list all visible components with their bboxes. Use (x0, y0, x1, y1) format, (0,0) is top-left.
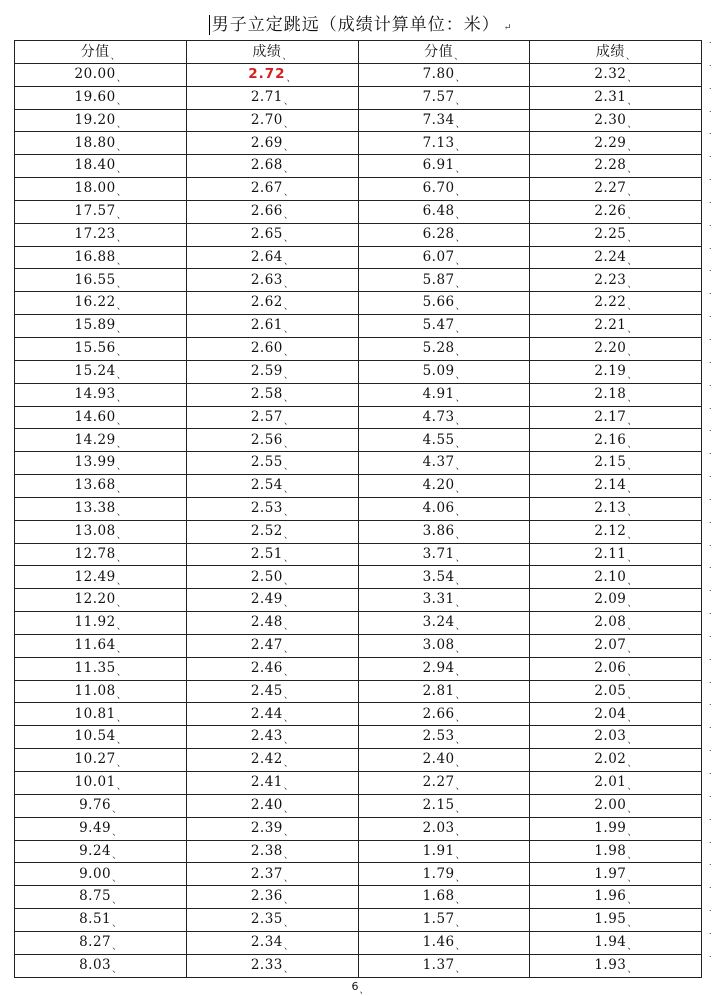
result-cell: $2.09_、$ (530, 589, 702, 612)
table-row (15, 612, 702, 635)
score-cell: $3.08_、$ (358, 634, 530, 657)
table-row (15, 223, 702, 246)
table-row (15, 452, 702, 475)
score-cell: $4.73_、$ (358, 406, 530, 429)
row-end-mark: ˙ (708, 613, 713, 624)
score-cell: $1.68_、$ (358, 886, 530, 909)
table-header-row (15, 41, 702, 64)
result-cell: $2.06_、$ (530, 657, 702, 680)
row-end-mark: ˙ (708, 727, 713, 738)
score-cell: $16.22_、$ (15, 292, 187, 315)
score-cell: $14.29_、$ (15, 429, 187, 452)
result-cell: $1.97_、$ (530, 863, 702, 886)
score-cell: $1.46_、$ (358, 931, 530, 954)
row-end-mark: ˙ (708, 932, 713, 943)
table-row (15, 772, 702, 795)
score-cell: $15.24_、$ (15, 360, 187, 383)
result-cell: $2.50_、$ (186, 566, 358, 589)
score-cell: $10.27_、$ (15, 749, 187, 772)
table-row (15, 360, 702, 383)
result-cell: $2.72_、$ (186, 63, 358, 86)
row-end-mark: ˙ (708, 453, 713, 464)
table-row (15, 909, 702, 932)
score-cell: $18.40_、$ (15, 155, 187, 178)
table-row (15, 178, 702, 201)
score-cell: $16.55_、$ (15, 269, 187, 292)
result-cell: $2.46_、$ (186, 657, 358, 680)
table-row (15, 269, 702, 292)
table-row (15, 634, 702, 657)
table-body (15, 63, 702, 977)
table-row (15, 63, 702, 86)
table-row (15, 657, 702, 680)
result-cell: $1.94_、$ (530, 931, 702, 954)
table-row (15, 726, 702, 749)
score-cell: $8.75_、$ (15, 886, 187, 909)
score-cell: $5.87_、$ (358, 269, 530, 292)
result-cell: $2.30_、$ (530, 109, 702, 132)
result-cell: $2.34_、$ (186, 931, 358, 954)
row-end-mark: ˙ (708, 955, 713, 966)
score-cell: $12.78_、$ (15, 543, 187, 566)
result-cell: $2.48_、$ (186, 612, 358, 635)
row-end-mark: ˙ (708, 110, 713, 121)
score-cell: $13.38_、$ (15, 497, 187, 520)
score-cell: $9.24_、$ (15, 840, 187, 863)
row-end-mark: ˙ (708, 864, 713, 875)
row-end-mark: ˙ (708, 910, 713, 921)
table-row (15, 337, 702, 360)
score-cell: $19.60_、$ (15, 86, 187, 109)
result-cell: $2.64_、$ (186, 246, 358, 269)
score-cell: $3.71_、$ (358, 543, 530, 566)
row-end-mark: ˙ (708, 567, 713, 578)
row-end-mark: ˙ (708, 384, 713, 395)
row-end-mark: ˙ (708, 407, 713, 418)
score-cell: $3.24_、$ (358, 612, 530, 635)
score-cell: $14.93_、$ (15, 383, 187, 406)
row-end-mark: ˙ (708, 87, 713, 98)
score-cell: $19.20_、$ (15, 109, 187, 132)
table-row (15, 543, 702, 566)
result-cell: $2.51_、$ (186, 543, 358, 566)
result-cell: $2.70_、$ (186, 109, 358, 132)
table-row (15, 703, 702, 726)
row-end-mark: ˙ (708, 338, 713, 349)
row-end-mark: ˙ (708, 704, 713, 715)
table-row (15, 497, 702, 520)
score-cell: $9.49_、$ (15, 817, 187, 840)
result-cell: $2.56_、$ (186, 429, 358, 452)
score-cell: $2.27_、$ (358, 772, 530, 795)
result-cell: $2.69_、$ (186, 132, 358, 155)
score-cell: $10.01_、$ (15, 772, 187, 795)
result-cell: $2.23_、$ (530, 269, 702, 292)
title-bar (0, 10, 720, 35)
table-row (15, 749, 702, 772)
score-cell: $18.00_、$ (15, 178, 187, 201)
score-cell: $3.31_、$ (358, 589, 530, 612)
result-cell: $2.13_、$ (530, 497, 702, 520)
result-cell: $2.54_、$ (186, 475, 358, 498)
score-cell: $6.91_、$ (358, 155, 530, 178)
table-row (15, 315, 702, 338)
result-cell: $2.10_、$ (530, 566, 702, 589)
row-end-mark: ˙ (708, 544, 713, 555)
row-end-mark: ˙ (708, 635, 713, 646)
row-end-mark: ˙ (708, 224, 713, 235)
row-end-mark: ˙ (708, 316, 713, 327)
score-cell: $4.55_、$ (358, 429, 530, 452)
row-end-mark: ˙ (708, 818, 713, 829)
result-cell: $2.53_、$ (186, 497, 358, 520)
result-cell: $2.15_、$ (530, 452, 702, 475)
column-header-result: 成绩$_、$ (530, 41, 702, 64)
result-cell: $2.14_、$ (530, 475, 702, 498)
result-cell: $2.12_、$ (530, 520, 702, 543)
result-cell: $2.01_、$ (530, 772, 702, 795)
result-cell: $2.52_、$ (186, 520, 358, 543)
row-end-mark: ˙ (708, 42, 713, 52)
result-cell: $2.27_、$ (530, 178, 702, 201)
score-cell: $16.88_、$ (15, 246, 187, 269)
row-end-mark: ˙ (708, 773, 713, 783)
score-cell: $7.34_、$ (358, 109, 530, 132)
result-cell: $2.03_、$ (530, 726, 702, 749)
score-cell: $12.20_、$ (15, 589, 187, 612)
result-cell: $2.17_、$ (530, 406, 702, 429)
score-cell: $4.20_、$ (358, 475, 530, 498)
result-cell: $2.67_、$ (186, 178, 358, 201)
table-row (15, 817, 702, 840)
result-cell: $2.20_、$ (530, 337, 702, 360)
result-cell: $2.16_、$ (530, 429, 702, 452)
score-cell: $5.28_、$ (358, 337, 530, 360)
result-cell: $2.21_、$ (530, 315, 702, 338)
row-end-mark: ˙ (708, 270, 713, 281)
table-row (15, 840, 702, 863)
score-cell: $12.49_、$ (15, 566, 187, 589)
score-cell: $2.94_、$ (358, 657, 530, 680)
table-row (15, 794, 702, 817)
score-cell: $2.15_、$ (358, 794, 530, 817)
score-cell: $2.03_、$ (358, 817, 530, 840)
result-cell: $2.42_、$ (186, 749, 358, 772)
score-cell: $17.57_、$ (15, 200, 187, 223)
score-cell: $7.57_、$ (358, 86, 530, 109)
result-cell: $2.41_、$ (186, 772, 358, 795)
result-cell: $2.29_、$ (530, 132, 702, 155)
score-cell: $3.86_、$ (358, 520, 530, 543)
score-cell: $8.51_、$ (15, 909, 187, 932)
score-cell: $8.03_、$ (15, 954, 187, 977)
result-cell: $2.45_、$ (186, 680, 358, 703)
score-cell: $13.68_、$ (15, 475, 187, 498)
result-cell: $2.35_、$ (186, 909, 358, 932)
page-title: 男子立定跳远（成绩计算单位：米） (209, 15, 500, 35)
result-cell: $2.28_、$ (530, 155, 702, 178)
result-cell: $2.71_、$ (186, 86, 358, 109)
result-cell: $2.33_、$ (186, 954, 358, 977)
row-end-mark: ˙ (708, 658, 713, 669)
row-end-mark: ˙ (708, 430, 713, 441)
score-cell: $6.70_、$ (358, 178, 530, 201)
row-end-mark: ˙ (708, 247, 713, 258)
row-end-mark: ˙ (708, 887, 713, 898)
table-row (15, 155, 702, 178)
result-cell: $2.47_、$ (186, 634, 358, 657)
result-cell: $2.26_、$ (530, 200, 702, 223)
table-row (15, 520, 702, 543)
result-cell: $2.66_、$ (186, 200, 358, 223)
result-cell: $2.62_、$ (186, 292, 358, 315)
result-cell: $2.25_、$ (530, 223, 702, 246)
score-table (14, 40, 702, 978)
row-end-mark: ˙ (708, 133, 713, 144)
table-row (15, 680, 702, 703)
score-cell: $5.09_、$ (358, 360, 530, 383)
score-cell: $4.37_、$ (358, 452, 530, 475)
table-row (15, 86, 702, 109)
result-cell: $2.65_、$ (186, 223, 358, 246)
row-end-mark: ˙ (708, 179, 713, 190)
score-cell: $2.53_、$ (358, 726, 530, 749)
result-cell: $2.40_、$ (186, 794, 358, 817)
result-cell: $2.36_、$ (186, 886, 358, 909)
page-number: $6_、$ (351, 980, 369, 996)
table-row (15, 566, 702, 589)
table-row (15, 132, 702, 155)
score-cell: $14.60_、$ (15, 406, 187, 429)
row-end-mark: ˙ (708, 841, 713, 852)
score-cell: $13.08_、$ (15, 520, 187, 543)
score-cell: $7.80_、$ (358, 63, 530, 86)
result-cell: $2.43_、$ (186, 726, 358, 749)
row-end-marks (708, 40, 718, 977)
result-cell: $2.49_、$ (186, 589, 358, 612)
result-cell: $2.57_、$ (186, 406, 358, 429)
table-row (15, 589, 702, 612)
score-cell: $5.66_、$ (358, 292, 530, 315)
score-cell: $11.64_、$ (15, 634, 187, 657)
score-cell: $15.56_、$ (15, 337, 187, 360)
result-cell: $1.98_、$ (530, 840, 702, 863)
table-row (15, 931, 702, 954)
result-cell: $2.39_、$ (186, 817, 358, 840)
result-cell: $2.37_、$ (186, 863, 358, 886)
result-cell: $2.04_、$ (530, 703, 702, 726)
result-cell: $2.60_、$ (186, 337, 358, 360)
score-cell: $10.81_、$ (15, 703, 187, 726)
score-cell: $1.91_、$ (358, 840, 530, 863)
score-cell: $11.08_、$ (15, 680, 187, 703)
result-cell: $2.22_、$ (530, 292, 702, 315)
result-cell: $2.19_、$ (530, 360, 702, 383)
score-cell: $5.47_、$ (358, 315, 530, 338)
table-row (15, 109, 702, 132)
row-end-mark: ˙ (708, 795, 713, 806)
column-header-result: 成绩$_、$ (186, 41, 358, 64)
row-end-mark: ˙ (708, 750, 713, 761)
result-cell: $1.95_、$ (530, 909, 702, 932)
score-cell: $6.48_、$ (358, 200, 530, 223)
result-cell: $2.00_、$ (530, 794, 702, 817)
table-row (15, 429, 702, 452)
score-cell: $4.91_、$ (358, 383, 530, 406)
score-cell: $4.06_、$ (358, 497, 530, 520)
score-cell: $10.54_、$ (15, 726, 187, 749)
score-cell: $3.54_、$ (358, 566, 530, 589)
score-cell: $7.13_、$ (358, 132, 530, 155)
row-end-mark: ˙ (708, 498, 713, 509)
score-cell: $20.00_、$ (15, 63, 187, 86)
score-cell: $13.99_、$ (15, 452, 187, 475)
score-cell: $1.37_、$ (358, 954, 530, 977)
score-cell: $18.80_、$ (15, 132, 187, 155)
score-cell: $1.79_、$ (358, 863, 530, 886)
result-cell: $2.58_、$ (186, 383, 358, 406)
column-header-score: 分值$_、$ (15, 41, 187, 64)
result-cell: $2.32_、$ (530, 63, 702, 86)
row-end-mark: ˙ (708, 293, 713, 304)
result-cell: $2.07_、$ (530, 634, 702, 657)
result-cell: $1.96_、$ (530, 886, 702, 909)
result-cell: $2.08_、$ (530, 612, 702, 635)
result-cell: $2.68_、$ (186, 155, 358, 178)
column-header-score: 分值$_、$ (358, 41, 530, 64)
result-cell: $2.02_、$ (530, 749, 702, 772)
score-cell: $11.35_、$ (15, 657, 187, 680)
result-cell: $2.05_、$ (530, 680, 702, 703)
result-cell: $2.11_、$ (530, 543, 702, 566)
row-end-mark: ˙ (708, 64, 713, 75)
result-cell: $2.55_、$ (186, 452, 358, 475)
result-cell: $2.61_、$ (186, 315, 358, 338)
row-end-mark: ˙ (708, 201, 713, 212)
score-cell: $8.27_、$ (15, 931, 187, 954)
row-end-mark: ˙ (708, 590, 713, 601)
result-cell: $2.44_、$ (186, 703, 358, 726)
row-end-mark: ˙ (708, 361, 713, 372)
result-cell: $2.38_、$ (186, 840, 358, 863)
score-cell: $17.23_、$ (15, 223, 187, 246)
score-cell: $15.89_、$ (15, 315, 187, 338)
row-end-mark: ˙ (708, 156, 713, 167)
result-cell: $2.24_、$ (530, 246, 702, 269)
score-cell: $9.00_、$ (15, 863, 187, 886)
table-row (15, 863, 702, 886)
table-row (15, 886, 702, 909)
table-row (15, 200, 702, 223)
result-cell: $2.31_、$ (530, 86, 702, 109)
row-end-mark: ˙ (708, 521, 713, 532)
table-row (15, 383, 702, 406)
score-cell: $2.66_、$ (358, 703, 530, 726)
score-cell: $6.28_、$ (358, 223, 530, 246)
result-cell: $1.99_、$ (530, 817, 702, 840)
score-cell: $9.76_、$ (15, 794, 187, 817)
row-end-mark: ˙ (708, 681, 713, 692)
table-row (15, 954, 702, 977)
score-cell: $6.07_、$ (358, 246, 530, 269)
table-row (15, 246, 702, 269)
row-end-mark: ˙ (708, 476, 713, 487)
score-cell: $11.92_、$ (15, 612, 187, 635)
result-cell: $1.93_、$ (530, 954, 702, 977)
table-row (15, 406, 702, 429)
score-cell: $2.81_、$ (358, 680, 530, 703)
table-row (15, 475, 702, 498)
score-cell: $2.40_、$ (358, 749, 530, 772)
score-cell: $1.57_、$ (358, 909, 530, 932)
result-cell: $2.59_、$ (186, 360, 358, 383)
result-cell: $2.18_、$ (530, 383, 702, 406)
table-row (15, 292, 702, 315)
paragraph-mark: ↵ (503, 23, 512, 33)
result-cell: $2.63_、$ (186, 269, 358, 292)
